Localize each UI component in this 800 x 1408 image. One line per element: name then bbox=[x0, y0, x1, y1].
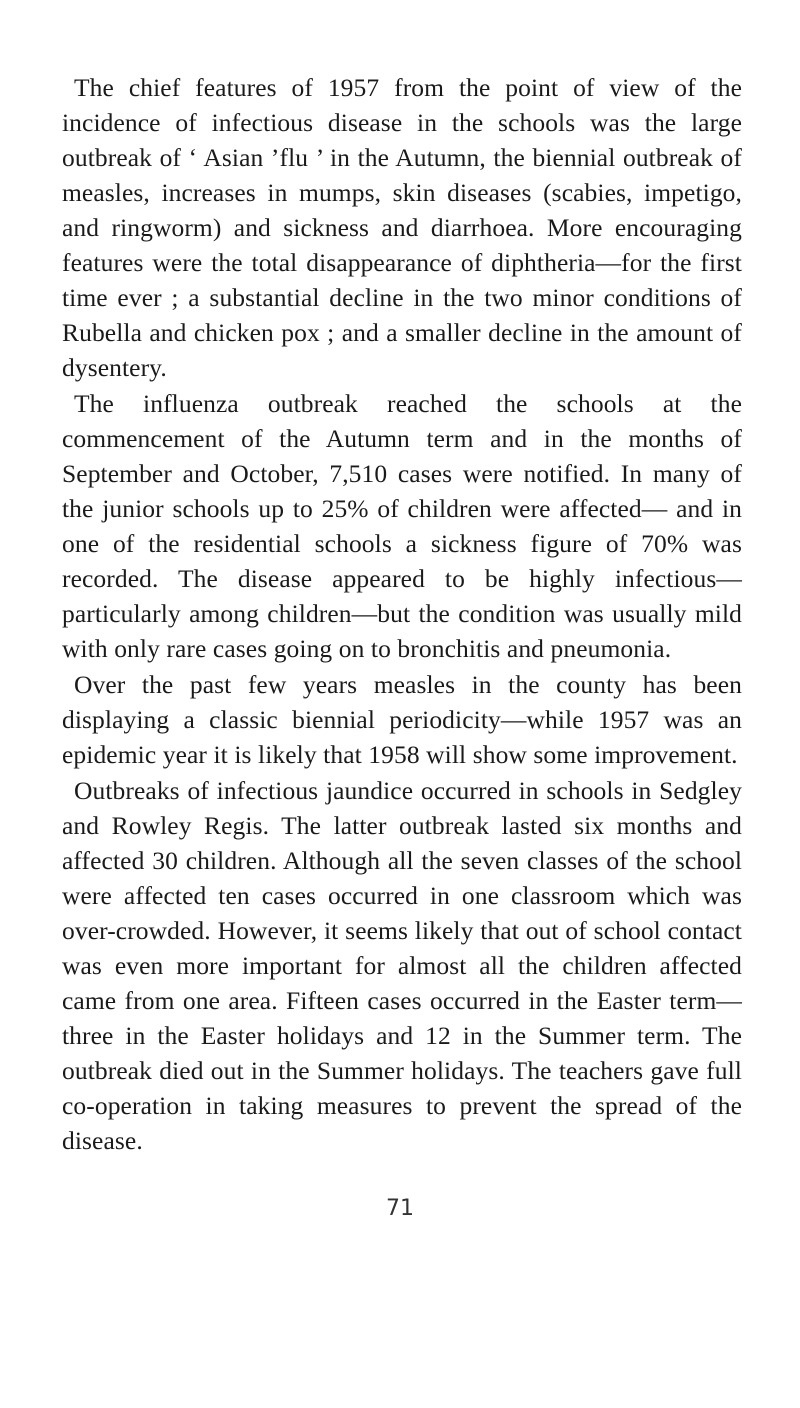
paragraph-influenza-outbreak: The influenza outbreak reached the schools at the commencement of the Autumn term and in the months of September and October, 7,510 cases were notified. In many of the junior schools up to 25% of children were affected— and in one of the residential schools a sickness figure of 70% was recorded. The disease appeared to be highly infectious— particularly among children—but the condition was usually mild with only rare cases going on to bronchitis and pneumonia. bbox=[62, 389, 742, 663]
page-number: 71 bbox=[386, 1196, 414, 1221]
paragraph-measles-periodicity: Over the past few years measles in the county has been displaying a classic biennial periodicity—while 1957 was an epidemic year it is likely that 1958 will show some improvement. bbox=[62, 670, 742, 769]
paragraph-infectious-jaundice: Outbreaks of infectious jaundice occurred in schools in Sedgley and Rowley Regis. The latter outbreak lasted six months and affected 30 children. Although all the seven classes of the school were affected ten cases occurred in one classroom which was over-crowded. However, it seems likely that out of school contact was even more important for almost all the children affected came from one area. Fifteen cases occurred in the Easter term—three in the Easter holidays and 12 in the Summer term. The outbreak died out in the Summer holidays. The teachers gave full co-operation in taking measures to prevent the spread of the disease. bbox=[62, 776, 742, 1155]
paragraph-asian-flu-overview: The chief features of 1957 from the point of view of the incidence of infectious disease in the schools was the large outbreak of ‘ Asian ’flu ’ in the Autumn, the biennial outbreak of measles, increases in mumps, skin diseases (scabies, impetigo, and ringworm) and sickness and diarrhoea. More encouraging features were the total disappearance of diphtheria—for the first time ever ; a substantial decline in the two minor conditions of Rubella and chicken pox ; and a smaller decline in the amount of dysentery. bbox=[62, 73, 742, 382]
page-body bbox=[62, 70, 742, 1158]
